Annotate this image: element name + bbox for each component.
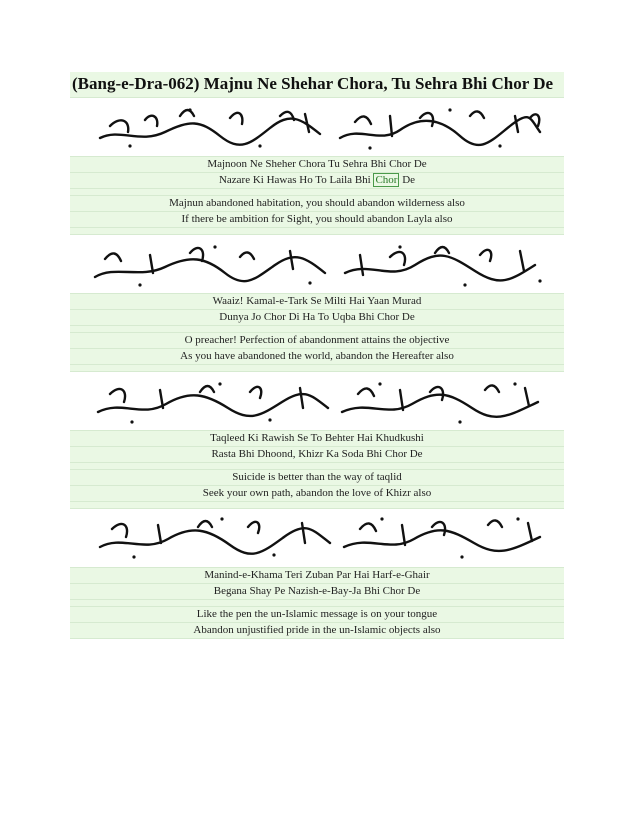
- transliteration-line: [70, 173, 564, 189]
- spacer-row: [70, 228, 564, 235]
- transliteration-line: Dunya Jo Chor Di Ha To Uqba Bhi Chor De: [70, 310, 564, 326]
- transliteration-line: Manind-e-Khama Teri Zuban Par Hai Harf-e-Ghair: [70, 568, 564, 584]
- translation-line: If there be ambition for Sight, you should abandon Layla also: [70, 212, 564, 228]
- chor-link[interactable]: Chor: [375, 174, 398, 186]
- transliteration-text: Nazare Ki Hawas Ho To Laila Bhi: [218, 174, 371, 186]
- urdu-calligraphy-image-2: [70, 235, 564, 294]
- transliteration-line: Majnoon Ne Sheher Chora Tu Sehra Bhi Chor De: [70, 157, 564, 173]
- urdu-calligraphy-image-1: [70, 98, 564, 157]
- transliteration-line: Rasta Bhi Dhoond, Khizr Ka Soda Bhi Chor De: [70, 447, 564, 463]
- urdu-calligraphy-image-4: [70, 509, 564, 568]
- document: [70, 72, 564, 639]
- spacer-row: [70, 463, 564, 470]
- calligraphy-drawing-3: [70, 372, 564, 430]
- spacer-row: [70, 600, 564, 607]
- spacer-row: [70, 326, 564, 333]
- spacer-row: [70, 365, 564, 372]
- translation-line: Seek your own path, abandon the love of Khizr also: [70, 486, 564, 502]
- calligraphy-drawing-1: [70, 98, 564, 156]
- transliteration-line: Waaiz! Kamal-e-Tark Se Milti Hai Yaan Murad: [70, 294, 564, 310]
- transliteration-line: Begana Shay Pe Nazish-e-Bay-Ja Bhi Chor De: [70, 584, 564, 600]
- transliteration-text: De: [402, 174, 416, 186]
- urdu-calligraphy-image-3: [70, 372, 564, 431]
- spacer-row: [70, 502, 564, 509]
- transliteration-line: Taqleed Ki Rawish Se To Behter Hai Khudkushi: [70, 431, 564, 447]
- translation-line: O preacher! Perfection of abandonment attains the objective: [70, 333, 564, 349]
- calligraphy-drawing-4: [70, 509, 564, 567]
- spacer-row: [70, 189, 564, 196]
- translation-line: As you have abandoned the world, abandon the Hereafter also: [70, 349, 564, 365]
- translation-line: Suicide is better than the way of taqlid: [70, 470, 564, 486]
- calligraphy-drawing-2: [70, 235, 564, 293]
- translation-line: Like the pen the un-Islamic message is on your tongue: [70, 607, 564, 623]
- translation-line: Majnun abandoned habitation, you should abandon wilderness also: [70, 196, 564, 212]
- page-title: (Bang-e-Dra-062) Majnu Ne Shehar Chora, Tu Sehra Bhi Chor De: [70, 72, 564, 98]
- translation-line: Abandon unjustified pride in the un-Islamic objects also: [70, 623, 564, 639]
